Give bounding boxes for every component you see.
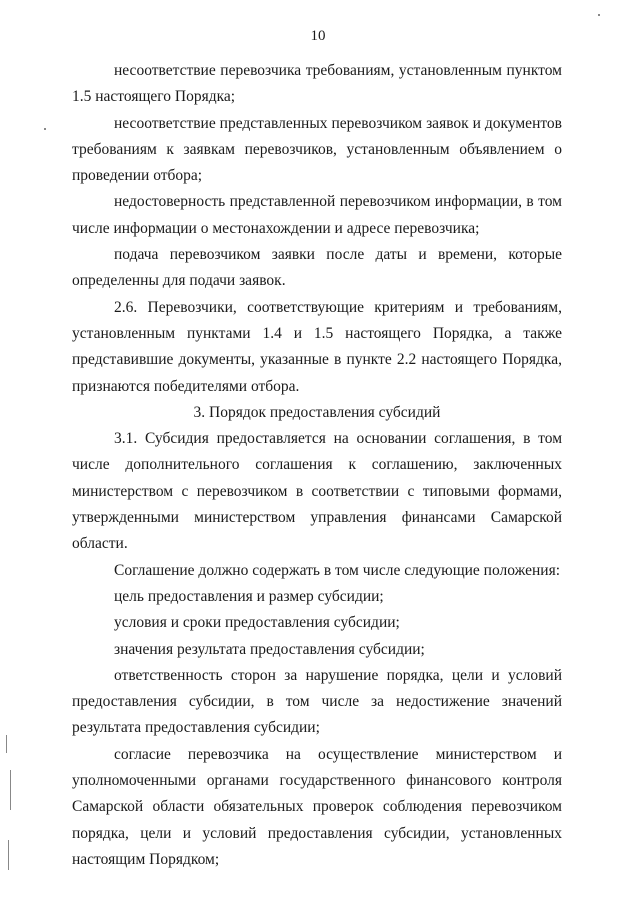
document-body xyxy=(72,58,562,873)
page-number: 10 xyxy=(310,28,326,44)
section-paragraph-1: 3.1. Субсидия предоставляется на основании соглашения, в том числе дополнительного соглашения к соглашению, заключенных министерством с перевозчиком в соответствии с типовыми формами, утвержденными министерством управления финансами Самарской области. xyxy=(72,430,562,553)
section-paragraph-6: ответственность сторон за нарушение порядка, цели и условий предоставления субсидии, в том числе за недостижение значений результата предоставления субсидии; xyxy=(72,666,562,737)
section-paragraph-7: согласие перевозчика на осуществление министерством и уполномоченными органами государственного финансового контроля Самарской области обязательных проверок соблюдения перевозчиком порядка, цели и условий предоставления субсидии, установленных настоящим Порядком; xyxy=(72,745,562,868)
paragraph-3: недостоверность представленной перевозчиком информации, в том числе информации о местонахождении и адресе перевозчика; xyxy=(72,193,562,237)
paragraph-4: подача перевозчиком заявки после даты и времени, которые определенны для подачи заявок. xyxy=(72,246,562,290)
section-paragraph-3: цель предоставления и размер субсидии; xyxy=(114,587,384,605)
paragraph-5: 2.6. Перевозчики, соответствующие критериям и требованиям, установленным пунктами 1.4 и 1.5 настоящего Порядка, а также представившие документы, указанные в пункте 2.2 настоящего Порядка, признаются победителями отбора. xyxy=(72,298,562,395)
section-paragraph-2: Соглашение должно содержать в том числе следующие положения: xyxy=(114,561,561,579)
scan-artifact-mark xyxy=(598,14,600,16)
scan-artifact-mark xyxy=(10,770,11,810)
paragraph-2: несоответствие представленных перевозчиком заявок и документов требованиям к заявкам перевозчиков, установленным объявлением о проведении отбора; xyxy=(72,114,562,185)
scan-artifact-mark xyxy=(8,840,9,870)
scan-artifact-mark xyxy=(6,735,7,753)
scan-artifact-mark xyxy=(44,128,46,130)
paragraph-1: несоответствие перевозчика требованиям, установленным пунктом 1.5 настоящего Порядка; xyxy=(72,62,562,106)
section-paragraph-5: значения результата предоставления субсидии; xyxy=(114,640,425,658)
section-title: 3. Порядок предоставления субсидий xyxy=(193,403,441,421)
section-paragraph-4: условия и сроки предоставления субсидии; xyxy=(114,614,400,632)
